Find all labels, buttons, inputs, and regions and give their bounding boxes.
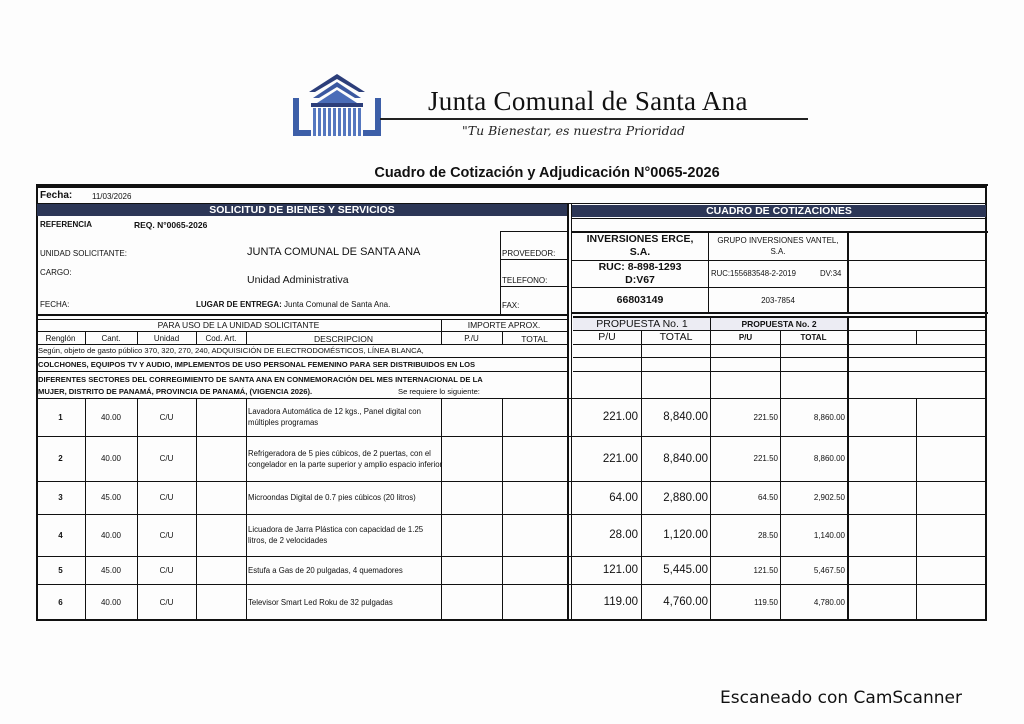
proveedor-label: PROVEEDOR: [502, 249, 556, 258]
row-descripcion: Microondas Digital de 0.7 pies cúbicos (20 litros) [248, 493, 416, 502]
divider [246, 331, 247, 344]
supplier-2-name-line1: GRUPO INVERSIONES VANTEL, [717, 236, 839, 245]
lugar-entrega [196, 300, 390, 309]
row-p2-total: 8,860.00 [813, 454, 845, 463]
row-cod-art [196, 481, 246, 514]
divider [36, 357, 567, 358]
lugar-entrega-label: LUGAR DE ENTREGA: [196, 300, 282, 309]
divider [573, 357, 987, 358]
col-header-p1-pu: P/U [598, 331, 616, 343]
col-header-unidad: Unidad [153, 334, 180, 343]
lugar-entrega-value: Junta Comunal de Santa Ana. [284, 300, 391, 309]
row-unidad: C/U [159, 412, 174, 422]
row-renglon: 1 [58, 412, 63, 422]
divider [36, 371, 567, 372]
intro-line-3: DIFERENTES SECTORES DEL CORREGIMIENTO DE SANTA ANA EN CONMEMORACIÓN DEL MES INTERNACIONAL DE LA [38, 375, 483, 384]
table-row [36, 398, 987, 436]
row-p2-pu: 121.50 [753, 565, 778, 575]
col-header-p1-total: TOTAL [659, 331, 693, 343]
row-descripcion: Lavadora Automática de 12 kgs., Panel digital con múltiples programas [248, 407, 421, 427]
table-row [36, 556, 987, 584]
row-p1-pu: 121.00 [602, 564, 638, 576]
row-p2-pu: 221.50 [753, 412, 778, 422]
row-p1-total: 8,840.00 [663, 452, 708, 465]
divider [573, 371, 987, 372]
divider [916, 330, 917, 344]
row-unidad: C/U [159, 454, 174, 463]
row-cant: 45.00 [100, 493, 122, 502]
col-header-p2-total: TOTAL [800, 333, 827, 342]
col-header-total: TOTAL [521, 334, 548, 344]
row-cant: 40.00 [100, 412, 122, 422]
cargo-label: CARGO: [40, 268, 72, 277]
row-p2-total: 5,467.50 [813, 565, 845, 575]
row-p1-total: 2,880.00 [663, 491, 708, 504]
row-p1-pu: 64.00 [609, 491, 638, 504]
table-row [36, 514, 987, 556]
row-p2-total: 4,780.00 [813, 597, 845, 607]
row-p1-pu: 221.00 [602, 452, 638, 465]
row-p1-pu: 119.00 [603, 596, 638, 608]
divider [85, 331, 86, 344]
fax-label: FAX: [502, 301, 520, 310]
divider [137, 331, 138, 344]
row-p1-pu: 28.00 [609, 529, 638, 541]
table-row [36, 481, 987, 514]
unidad-solicitante-label: UNIDAD SOLICITANTE: [40, 249, 127, 258]
intro-line-1 [38, 346, 424, 355]
divider [572, 218, 986, 219]
row-descripcion: Televisor Smart Led Roku de 32 pulgadas [248, 597, 393, 607]
row-p1-total: 8,840.00 [663, 411, 708, 423]
divider [502, 331, 503, 344]
group-header-propuesta-2: PROPUESTA No. 2 [741, 319, 817, 329]
referencia-label: REFERENCIA [40, 220, 93, 229]
row-p2-pu: 64.50 [757, 493, 778, 502]
row-p1-total: 4,760.00 [663, 596, 708, 608]
fecha-label: Fecha: [40, 190, 73, 201]
col-header-renglon: Renglón [45, 334, 76, 343]
row-descripcion: Licuadora de Jarra Plástica con capacidad de 1.25 litros, de 2 velocidades [248, 525, 424, 545]
row-renglon: 5 [58, 565, 63, 575]
organization-name: Junta Comunal de Santa Ana [428, 86, 748, 116]
intro-tail: Se requiere lo siguiente: [398, 387, 480, 396]
row-cod-art [196, 584, 246, 620]
camscanner-watermark: Escaneado con CamScanner [720, 688, 962, 708]
row-unidad: C/U [159, 597, 174, 607]
intro-line-4: MUJER, DISTRITO DE PANAMÁ, PROVINCIA DE PANAMÁ, (VIGENCIA 2026). [38, 387, 313, 396]
divider [500, 286, 567, 287]
row-p1-pu: 221.00 [602, 411, 638, 423]
row-p2-pu: 119.50 [754, 597, 778, 607]
row-cant: 40.00 [100, 597, 122, 607]
row-cant: 40.00 [100, 530, 122, 540]
row-renglon: 4 [58, 530, 63, 540]
header-rule [380, 118, 808, 120]
table-row [36, 436, 987, 481]
slogan: "Tu Bienestar, es nuestra Prioridad [462, 123, 686, 138]
divider [500, 231, 501, 314]
divider [572, 287, 986, 288]
document-title: Cuadro de Cotización y Adjudicación N°0065-2026 [374, 165, 720, 181]
intro-line-2: COLCHONES, EQUIPOS TV Y AUDIO, IMPLEMENTOS DE USO PERSONAL FEMENINO PARA SER DISTRIBUIDOS EN LOS [38, 360, 476, 369]
row-p2-total: 8,860.00 [813, 412, 845, 422]
unidad-solicitante-value: JUNTA COMUNAL DE SANTA ANA [247, 246, 421, 258]
divider [196, 331, 197, 344]
row-renglon: 3 [58, 493, 63, 502]
row-renglon: 2 [58, 454, 63, 463]
row-cod-art [196, 556, 246, 584]
supplier-1-name-line2: S.A. [629, 246, 651, 258]
group-header-unidad: PARA USO DE LA UNIDAD SOLICITANTE [157, 320, 320, 330]
supplier-1-phone: 66803149 [616, 294, 664, 306]
row-p2-total: 2,902.50 [813, 493, 845, 502]
fecha-value: 11/03/2026 [92, 192, 132, 201]
row-cod-art [196, 436, 246, 481]
row-descripcion: Refrigeradora de 5 pies cúbicos, de 2 puertas, con el congelador en la parte superior y amplio espacio inferior [248, 448, 443, 469]
supplier-1-ruc-line1: RUC: 8-898-1293 [598, 261, 682, 273]
building-columns-logo-icon [291, 72, 383, 138]
supplier-1-name-line1: INVERSIONES ERCE, [586, 233, 694, 245]
col-header-p2-pu: P/U [738, 333, 753, 342]
row-cod-art [196, 514, 246, 556]
row-renglon: 6 [58, 597, 63, 607]
row-unidad: C/U [159, 565, 174, 575]
row-p1-total: 1,120.00 [663, 529, 708, 541]
supplier-2-dv: DV:34 [820, 269, 842, 278]
row-p1-total: 5,445.00 [663, 564, 708, 576]
row-cant: 45.00 [100, 565, 122, 575]
supplier-1-ruc-line2: D:V67 [625, 274, 655, 286]
section-band-cotizaciones: CUADRO DE COTIZACIONES [572, 205, 986, 217]
divider [36, 344, 567, 345]
intro-line-1-text: Según, objeto de gasto público 370, 320, 270, 240, ADQUISICIÓN DE ELECTRODOMÉSTICOS, LÍNEA BLANCA, [38, 346, 424, 355]
row-p2-total: 1,140.00 [813, 530, 845, 540]
supplier-2-phone: 203-7854 [761, 296, 795, 305]
row-cod-art [196, 398, 246, 436]
referencia-value: REQ. N°0065-2026 [134, 220, 208, 230]
col-header-pu: P./U [464, 334, 479, 343]
row-cant: 40.00 [100, 454, 122, 463]
supplier-2-ruc: RUC:155683548-2-2019 [711, 269, 796, 278]
col-header-cod-art: Cod. Art. [205, 334, 237, 343]
row-unidad: C/U [159, 530, 174, 540]
cargo-value: Unidad Administrativa [247, 274, 349, 286]
divider [441, 319, 442, 344]
telefono-label: TELEFONO: [502, 276, 548, 285]
supplier-1-name [572, 233, 708, 259]
supplier-2-name-line2: S.A. [770, 247, 786, 256]
group-header-importe: IMPORTE APROX. [467, 320, 541, 330]
col-header-descripcion: DESCRIPCION [313, 334, 374, 344]
fecha-entrega-label: FECHA: [40, 300, 70, 309]
divider [847, 231, 849, 314]
divider [500, 259, 567, 260]
divider [572, 312, 988, 314]
row-p2-pu: 221.50 [753, 454, 778, 463]
section-band-solicitud: SOLICITUD DE BIENES Y SERVICIOS [37, 204, 567, 216]
row-unidad: C/U [159, 493, 174, 502]
divider [36, 331, 567, 332]
supplier-2-name [709, 235, 847, 257]
divider [36, 314, 568, 316]
row-p2-pu: 28.50 [757, 530, 778, 540]
table-row [36, 584, 987, 620]
col-header-cant: Cant. [101, 334, 121, 343]
group-header-propuesta-1: PROPUESTA No. 1 [596, 318, 688, 330]
divider [500, 231, 567, 232]
supplier-1-ruc [572, 261, 708, 287]
row-descripcion: Estufa a Gas de 20 pulgadas, 4 quemadores [248, 565, 403, 575]
